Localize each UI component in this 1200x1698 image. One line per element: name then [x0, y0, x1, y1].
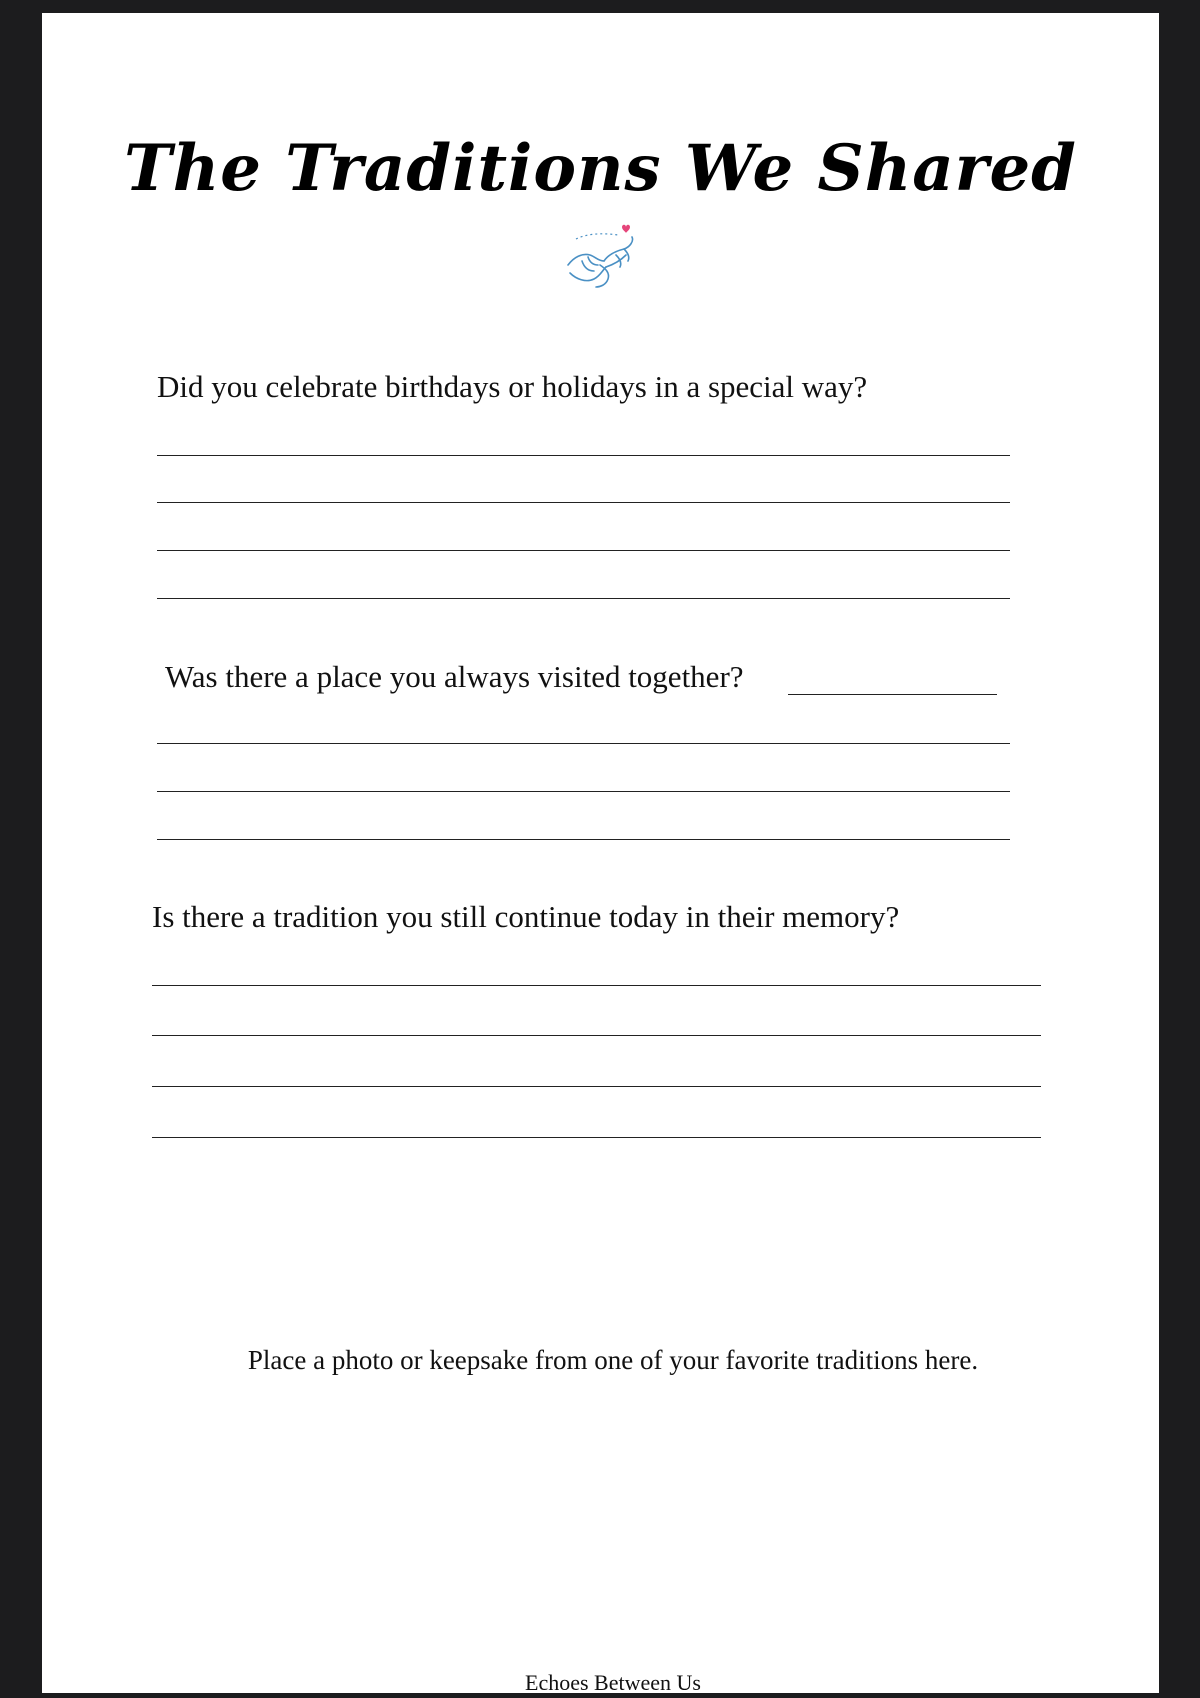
answer-line-inline[interactable]: [788, 694, 997, 695]
answer-line[interactable]: [157, 502, 1010, 503]
answer-line[interactable]: [157, 598, 1010, 599]
footer-brand: Echoes Between Us: [525, 1670, 701, 1695]
answer-line[interactable]: [157, 791, 1010, 792]
answer-line[interactable]: [157, 839, 1010, 840]
answer-line[interactable]: [152, 1086, 1041, 1087]
answer-line[interactable]: [152, 1035, 1041, 1036]
question-3: Is there a tradition you still continue today in their memory?: [152, 899, 900, 934]
question-1: Did you celebrate birthdays or holidays in a special way?: [157, 369, 868, 404]
question-2: Was there a place you always visited together?: [165, 659, 744, 694]
answer-line[interactable]: [157, 743, 1010, 744]
answer-line[interactable]: [157, 455, 1010, 456]
answer-line[interactable]: [152, 1137, 1041, 1138]
journal-page: [42, 13, 1159, 1693]
pinky-promise-hands-icon: [560, 221, 640, 293]
answer-line[interactable]: [157, 550, 1010, 551]
page-title: The Traditions We Shared: [124, 131, 1077, 206]
photo-prompt: Place a photo or keepsake from one of your favorite traditions here.: [247, 1345, 979, 1375]
answer-line[interactable]: [152, 985, 1041, 986]
